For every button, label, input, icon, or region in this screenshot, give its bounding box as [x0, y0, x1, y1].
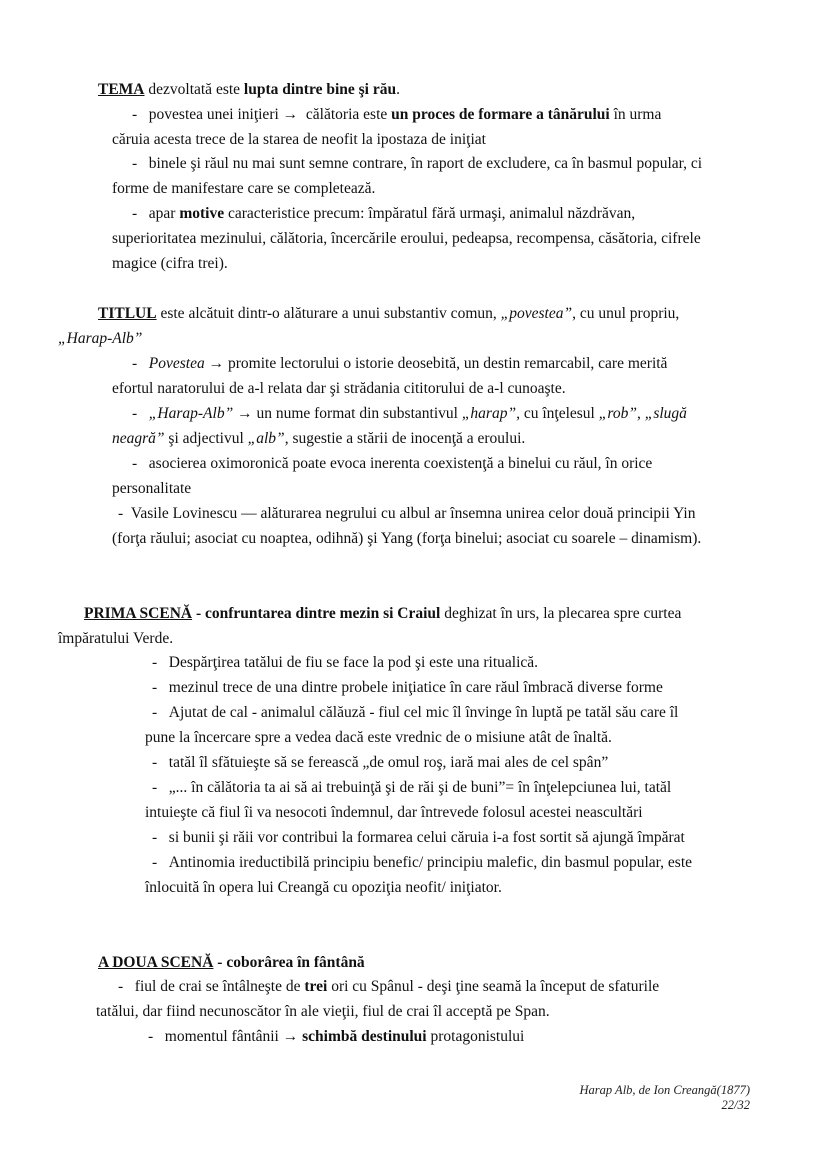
tema-bullet-2-line-1: - binele şi răul nu mai sunt semne contrare, în raport de excludere, ca în basmul popular, ci [132, 155, 703, 172]
adoua-heading: A DOUA SCENĂ [98, 954, 214, 971]
adoua-bullet-2: - momentul fântânii → schimbă destinului protagonistului [148, 1028, 525, 1045]
tema-bullet-3-line-3: magice (cifra trei). [112, 255, 228, 272]
prima-bullet-2: - mezinul trece de una dintre probele iniţiatice în care răul îmbracă diverse forme [152, 679, 663, 696]
tema-bullet-3-line-2: superioritatea mezinului, călătoria, încercările eroului, pedeapsa, recompensa, căsătoria, cifrele [112, 230, 701, 247]
prima-bullet-6: - si bunii şi răii vor contribui la formarea celui căruia i-a fost sortit să ajungă împărat [152, 829, 685, 846]
titlul-bullet-2-line-1: - „Harap-Alb” → un nume format din substantivul „harap”, cu înţelesul „rob”, „slugă [132, 405, 687, 422]
prima-bullet-3-line-1: - Ajutat de cal - animalul călăuză - fiul cel mic îl învinge în luptă pe tatăl său care îl [152, 704, 679, 721]
tema-bullet-1-line-2: căruia acesta trece de la starea de neofit la ipostaza de iniţiat [112, 131, 486, 148]
titlul-bullet-4-line-1: - Vasile Lovinescu — alăturarea negrului cu albul ar însemna unirea celor două principii Yin [118, 505, 696, 522]
tema-bullet-1-line-1: - povestea unei iniţieri → călătoria este un proces de formare a tânărului în urma [132, 106, 662, 123]
adoua-bullet-1-line-2: tatălui, dar fiind necunoscător în ale vieţii, fiul de crai îl acceptă pe Span. [96, 1003, 550, 1020]
prima-bullet-7-line-2: înlocuită în opera lui Creangă cu opoziţia neofit/ iniţiator. [145, 879, 502, 896]
prima-intro-line-2: împăratului Verde. [58, 630, 174, 647]
tema-bullet-2-line-2: forme de manifestare care se completează. [112, 180, 376, 197]
prima-bullet-1: - Despărţirea tatălui de fiu se face la pod şi este una ritualică. [152, 654, 539, 671]
prima-bullet-5-line-2: intuieşte că fiul îi va nesocoti îndemnul, dar întrevede folosul acestei neascultări [145, 804, 643, 821]
adoua-bullet-1-line-1: - fiul de crai se întâlneşte de trei ori cu Spânul - deşi ţine seamă la început de sfaturile [118, 978, 660, 995]
tema-bullet-3-line-1: - apar motive caracteristice precum: împăratul fără urmaşi, animalul năzdrăvan, [132, 205, 636, 222]
tema-heading: TEMA [98, 81, 145, 98]
titlul-bullet-3-line-2: personalitate [112, 480, 192, 497]
prima-bullet-5-line-1: - „... în călătoria ta ai să ai trebuinţă şi de răi şi de buni”= în înţelepciunea lui, tatăl [152, 779, 672, 796]
titlul-intro: TITLUL este alcătuit dintr-o alăturare a unui substantiv comun, „povestea”, cu unul propriu, [98, 305, 680, 322]
adoua-intro: A DOUA SCENĂ - coborârea în fântână [98, 954, 365, 971]
titlul-heading: TITLUL [98, 305, 157, 322]
titlul-bullet-1-line-2: efortul naratorului de a-l relata dar şi strădania cititorului de a-l cunoaşte. [112, 380, 566, 397]
page-number: 22/32 [721, 1098, 750, 1112]
titlul-bullet-1-line-1: - Povestea → promite lectorului o istorie deosebită, un destin remarcabil, care merită [132, 355, 668, 372]
prima-bullet-4: - tatăl îl sfătuieşte să se ferească „de omul roş, iară mai ales de cel spân” [152, 754, 609, 771]
titlul-intro-line-2: „Harap-Alb” [58, 330, 143, 347]
prima-heading: PRIMA SCENĂ [84, 605, 193, 622]
titlul-bullet-3-line-1: - asocierea oximoronică poate evoca inerenta coexistenţă a binelui cu răul, în orice [132, 455, 653, 472]
titlul-bullet-4-line-2: (forţa răului; asociat cu noaptea, odihnă) şi Yang (forţa binelui; asociat cu soarele – dinamism). [112, 530, 702, 547]
titlul-bullet-2-line-2: neagră” şi adjectivul „alb”, sugestie a stării de inocenţă a eroului. [112, 430, 526, 447]
prima-bullet-3-line-2: pune la încercare spre a vedea dacă este vrednic de o misiune atât de înaltă. [145, 729, 612, 746]
tema-intro: TEMA dezvoltată este lupta dintre bine şi rău. [98, 81, 400, 98]
page-footer [580, 1083, 750, 1113]
prima-intro: PRIMA SCENĂ - confruntarea dintre mezin si Craiul deghizat în urs, la plecarea spre curtea [84, 605, 682, 622]
prima-bullet-7-line-1: - Antinomia ireductibilă principiu benefic/ principiu malefic, din basmul popular, este [152, 854, 693, 871]
footer-title: Harap Alb, de Ion Creangă(1877) [579, 1083, 750, 1097]
